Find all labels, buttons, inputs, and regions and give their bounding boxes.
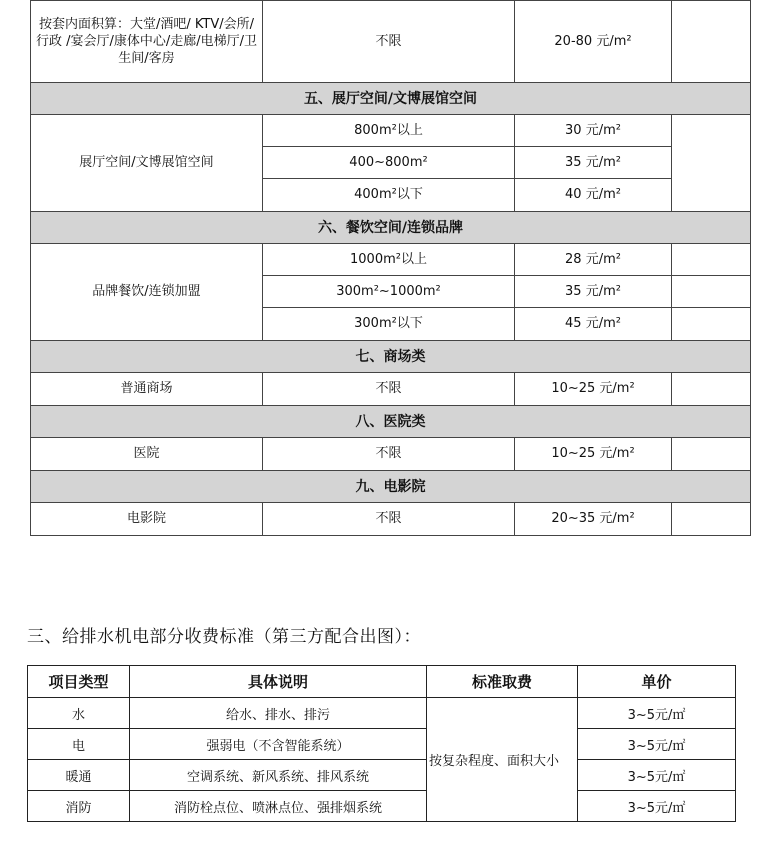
price-cell: 10~25 元/m²	[515, 373, 672, 406]
table-row	[28, 698, 736, 729]
table-row	[28, 760, 736, 791]
type-cell: 暖通	[28, 760, 130, 791]
area-cell: 300m²以下	[263, 308, 515, 341]
unit-price-cell: 3~5元/㎡	[578, 760, 736, 791]
price-cell: 35 元/m²	[515, 276, 672, 308]
type-cell: 电	[28, 729, 130, 760]
type-cell: 消防	[28, 791, 130, 822]
price-cell: 35 元/m²	[515, 147, 672, 179]
note-cell	[672, 115, 751, 212]
desc-cell: 强弱电（不含智能系统）	[130, 729, 427, 760]
price-cell: 20-80 元/m²	[515, 1, 672, 83]
price-cell: 30 元/m²	[515, 115, 672, 147]
desc-cell: 空调系统、新风系统、排风系统	[130, 760, 427, 791]
area-cell: 800m²以上	[263, 115, 515, 147]
section-header-row	[31, 212, 751, 244]
section-title: 七、商场类	[31, 341, 751, 373]
unit-price-cell: 3~5元/㎡	[578, 698, 736, 729]
table-row	[28, 791, 736, 822]
area-cell: 1000m²以上	[263, 244, 515, 276]
price-cell: 10~25 元/m²	[515, 438, 672, 471]
design-fee-table	[30, 0, 751, 536]
space-type-cell: 普通商场	[31, 373, 263, 406]
mep-fee-table	[27, 665, 736, 822]
note-cell	[672, 244, 751, 276]
price-cell: 28 元/m²	[515, 244, 672, 276]
space-type-cell: 电影院	[31, 503, 263, 536]
desc-cell: 消防栓点位、喷淋点位、强排烟系统	[130, 791, 427, 822]
table-header-row	[28, 666, 736, 698]
type-cell: 水	[28, 698, 130, 729]
note-cell	[672, 438, 751, 471]
section-header-row	[31, 471, 751, 503]
table-row	[31, 503, 751, 536]
table-row	[31, 1, 751, 83]
section-header-row	[31, 406, 751, 438]
price-cell: 45 元/m²	[515, 308, 672, 341]
unit-price-cell: 3~5元/㎡	[578, 791, 736, 822]
note-cell	[672, 308, 751, 341]
table-row	[31, 244, 751, 276]
section-header-row	[31, 83, 751, 115]
area-cell: 不限	[263, 438, 515, 471]
section-title: 八、医院类	[31, 406, 751, 438]
section-title: 六、餐饮空间/连锁品牌	[31, 212, 751, 244]
note-cell	[672, 373, 751, 406]
table-row	[28, 729, 736, 760]
area-cell: 不限	[263, 1, 515, 83]
table-row	[31, 115, 751, 147]
section-title: 五、展厅空间/文博展馆空间	[31, 83, 751, 115]
column-header: 项目类型	[28, 666, 130, 698]
section-heading: 三、给排水机电部分收费标准（第三方配合出图）：	[27, 627, 421, 647]
desc-cell: 给水、排水、排污	[130, 698, 427, 729]
unit-price-cell: 3~5元/㎡	[578, 729, 736, 760]
area-cell: 不限	[263, 373, 515, 406]
area-cell: 300m²~1000m²	[263, 276, 515, 308]
area-cell: 400~800m²	[263, 147, 515, 179]
column-header: 标准取费	[427, 666, 578, 698]
space-type-cell: 品牌餐饮/连锁加盟	[31, 244, 263, 341]
standard-cell: 按复杂程度、面积大小	[427, 698, 578, 822]
price-cell: 40 元/m²	[515, 179, 672, 212]
price-cell: 20~35 元/m²	[515, 503, 672, 536]
note-cell	[672, 1, 751, 83]
section-title: 九、电影院	[31, 471, 751, 503]
note-cell	[672, 503, 751, 536]
section-header-row	[31, 341, 751, 373]
column-header: 具体说明	[130, 666, 427, 698]
table-row	[31, 373, 751, 406]
note-cell	[672, 276, 751, 308]
space-type-cell: 展厅空间/文博展馆空间	[31, 115, 263, 212]
area-cell: 400m²以下	[263, 179, 515, 212]
space-type-cell: 医院	[31, 438, 263, 471]
table-row	[31, 438, 751, 471]
area-cell: 不限	[263, 503, 515, 536]
space-type-cell: 按套内面积算：大堂/酒吧/ KTV/会所/行政 /宴会厅/康体中心/走廊/电梯厅/卫生间/客房	[31, 1, 263, 83]
column-header: 单价	[578, 666, 736, 698]
